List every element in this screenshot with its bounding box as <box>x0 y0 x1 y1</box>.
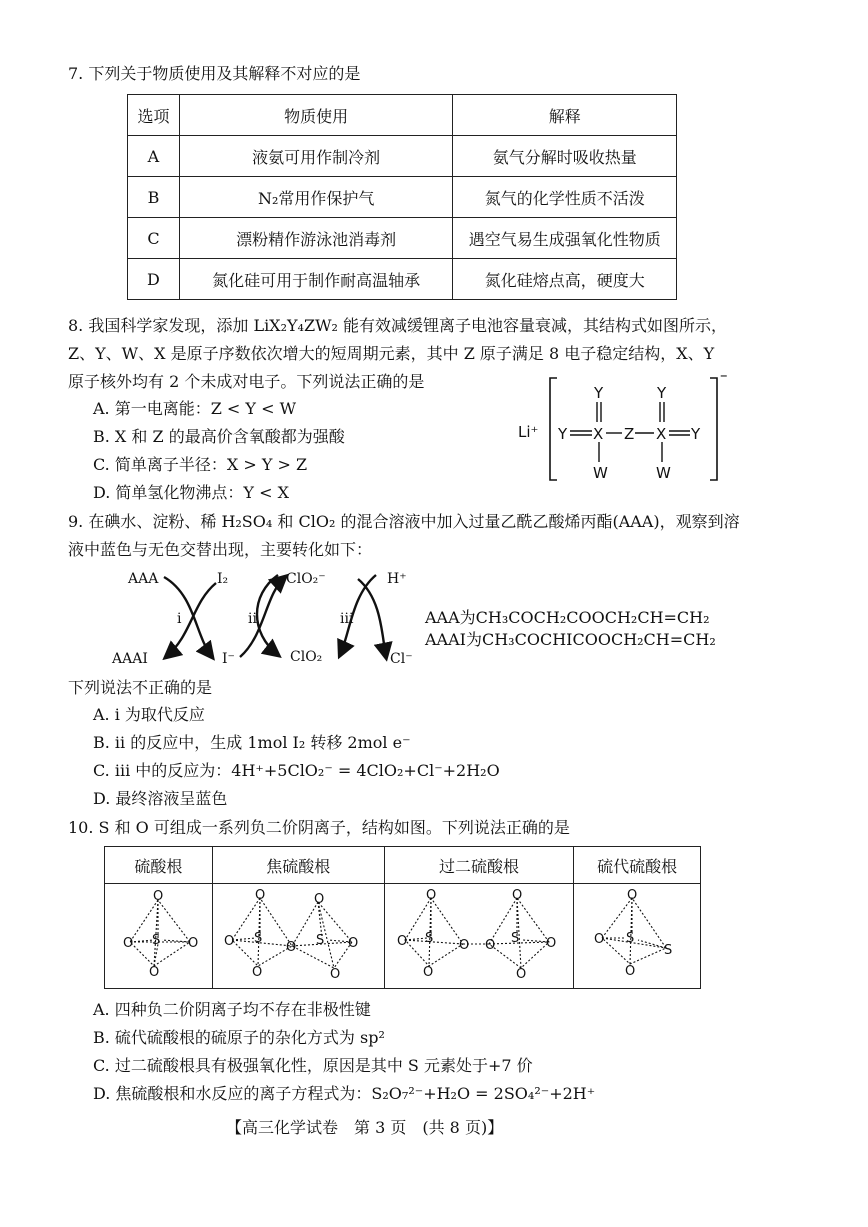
pyrosulfate-structure-cell <box>212 884 384 989</box>
atom-o: O <box>625 964 636 979</box>
atom-o: O <box>348 936 359 951</box>
q9-stem-line-2: 液中蓝色与无色交替出现，主要转化如下： <box>68 540 373 559</box>
atom-y-right: Y <box>691 425 701 443</box>
table-row <box>128 177 677 218</box>
peroxodisulfate-structure <box>389 886 569 982</box>
q9-option-a: A. i 为取代反应 <box>93 705 205 724</box>
atom-y-top-right: Y <box>657 384 667 402</box>
atom-s: S <box>254 931 263 946</box>
peroxodisulfate-structure-cell <box>384 884 574 989</box>
atom-o: O <box>286 940 297 955</box>
atom-o: O <box>627 888 638 903</box>
table-row <box>128 259 677 300</box>
q10-stem: 10. S 和 O 可组成一系列负二价阴离子，结构如图。下列说法正确的是 <box>68 818 570 837</box>
li-ion-label: Li⁺ <box>518 423 539 441</box>
table-cell: A <box>128 136 180 177</box>
q10-option-b: B. 硫代硫酸根的硫原子的杂化方式为 sp² <box>93 1028 385 1047</box>
q10-table <box>104 846 701 989</box>
q9-aaai-definition: AAAI为CH₃COCHICOOCH₂CH=CH₂ <box>425 630 716 649</box>
atom-w-left: W <box>593 464 608 482</box>
atom-o: O <box>252 965 263 980</box>
table-header-row <box>105 847 701 884</box>
atom-o: O <box>149 965 160 980</box>
table-header-cell: 物质使用 <box>179 95 452 136</box>
atom-o: O <box>255 888 266 903</box>
label-clo2-minus: ClO₂⁻ <box>286 571 326 587</box>
atom-o: O <box>515 967 527 982</box>
table-header-cell: 选项 <box>128 95 180 136</box>
atom-o: O <box>594 932 605 947</box>
atom-o: O <box>422 965 434 980</box>
thiosulfate-structure-cell <box>574 884 701 989</box>
table-cell: 氨气分解时吸收热量 <box>453 136 677 177</box>
atom-o: O <box>188 936 199 951</box>
label-i-minus: I⁻ <box>222 651 235 667</box>
atom-o: O <box>484 938 496 953</box>
atom-o: O <box>123 936 134 951</box>
atom-o: O <box>224 934 235 949</box>
atom-o: O <box>396 934 408 949</box>
q7-stem: 7. 下列关于物质使用及其解释不对应的是 <box>68 64 361 83</box>
q9-conversion-diagram <box>100 565 430 675</box>
table-header-cell: 过二硫酸根 <box>384 847 574 884</box>
table-header-cell: 硫酸根 <box>105 847 213 884</box>
table-cell: 漂粉精作游泳池消毒剂 <box>179 218 452 259</box>
table-cell: 液氨可用作制冷剂 <box>179 136 452 177</box>
atom-s-central: S <box>626 931 635 946</box>
atom-o: O <box>425 888 437 903</box>
sulfate-structure-cell <box>105 884 213 989</box>
table-cell: 遇空气易生成强氧化性物质 <box>453 218 677 259</box>
table-header-row <box>128 95 677 136</box>
atom-z: Z <box>624 425 635 443</box>
label-cl-minus: Cl⁻ <box>390 651 413 667</box>
atom-w-right: W <box>656 464 671 482</box>
table-row <box>128 136 677 177</box>
label-h-plus: H⁺ <box>387 571 407 587</box>
q10-option-a: A. 四种负二价阴离子均不存在非极性键 <box>93 1000 371 1019</box>
q8-option-a: A. 第一电离能：Z < Y < W <box>93 399 297 418</box>
atom-x-right: X <box>656 425 667 443</box>
q9-option-c: C. iii 中的反应为：4H⁺+5ClO₂⁻ = 4ClO₂+Cl⁻+2H₂O <box>93 761 500 780</box>
label-step-i: i <box>177 611 182 627</box>
table-header-cell: 硫代硫酸根 <box>574 847 701 884</box>
q7-table <box>127 94 677 300</box>
label-aaai: AAAI <box>112 651 148 667</box>
label-aaa: AAA <box>128 571 159 587</box>
sulfate-structure <box>108 886 208 982</box>
atom-y-top-left: Y <box>594 384 604 402</box>
atom-s: S <box>424 931 434 946</box>
table-cell: C <box>128 218 180 259</box>
atom-o: O <box>330 967 341 982</box>
atom-o: O <box>511 888 523 903</box>
label-clo2: ClO₂ <box>290 649 323 665</box>
q8-structure-diagram <box>510 370 740 490</box>
atom-s: S <box>152 933 161 948</box>
q9-aaa-definition: AAA为CH₃COCH₂COOCH₂CH=CH₂ <box>425 608 710 627</box>
q8-option-d: D. 简单氢化物沸点：Y < X <box>93 483 289 502</box>
q8-stem-line-1: 8. 我国科学家发现，添加 LiX₂Y₄ZW₂ 能有效减缓锂离子电池容量衰减，其结构式如图所示， <box>68 316 728 335</box>
q9-option-b: B. ii 的反应中，生成 1mol I₂ 转移 2mol e⁻ <box>93 733 411 752</box>
atom-o: O <box>458 938 470 953</box>
pyrosulfate-structure <box>218 886 378 982</box>
table-cell: 氮化硅熔点高，硬度大 <box>453 259 677 300</box>
atom-s: S <box>510 931 520 946</box>
q8-stem-line-2: Z、Y、W、X 是原子序数依次增大的短周期元素，其中 Z 原子满足 8 电子稳定结构，X、Y <box>68 344 715 363</box>
table-cell: N₂常用作保护气 <box>179 177 452 218</box>
q8-stem-line-3: 原子核外均有 2 个未成对电子。下列说法正确的是 <box>68 372 425 391</box>
atom-s-terminal: S <box>664 943 673 958</box>
label-step-iii: iii <box>340 611 354 627</box>
atom-o: O <box>153 889 164 904</box>
q8-option-b: B. X 和 Z 的最高价含氧酸都为强酸 <box>93 427 345 446</box>
label-i2: I₂ <box>217 571 229 587</box>
q9-ask: 下列说法不正确的是 <box>68 678 213 697</box>
table-row <box>128 218 677 259</box>
atom-s: S <box>316 933 325 948</box>
table-header-cell: 焦硫酸根 <box>212 847 384 884</box>
thiosulfate-structure <box>582 886 692 982</box>
q10-option-d: D. 焦硫酸根和水反应的离子方程式为：S₂O₇²⁻+H₂O = 2SO₄²⁻+2H⁺ <box>93 1084 596 1103</box>
atom-o: O <box>545 936 557 951</box>
table-cell: B <box>128 177 180 218</box>
table-row <box>105 884 701 989</box>
table-cell: 氮化硅可用于制作耐高温轴承 <box>179 259 452 300</box>
atom-x-left: X <box>593 425 604 443</box>
charge-label: – <box>720 370 728 384</box>
q8-option-c: C. 简单离子半径：X > Y > Z <box>93 455 308 474</box>
atom-o: O <box>314 892 325 907</box>
label-step-ii: ii <box>248 611 257 627</box>
page-footer: 【高三化学试卷 第 3 页 (共 8 页)】 <box>226 1118 504 1137</box>
table-cell: 氮气的化学性质不活泼 <box>453 177 677 218</box>
atom-y-left: Y <box>558 425 568 443</box>
table-header-cell: 解释 <box>453 95 677 136</box>
q10-option-c: C. 过二硫酸根具有极强氧化性，原因是其中 S 元素处于+7 价 <box>93 1056 533 1075</box>
q9-option-d: D. 最终溶液呈蓝色 <box>93 789 228 808</box>
table-cell: D <box>128 259 180 300</box>
q9-stem-line-1: 9. 在碘水、淀粉、稀 H₂SO₄ 和 ClO₂ 的混合溶液中加入过量乙酰乙酸烯丙酯(AAA)，观察到溶 <box>68 512 740 531</box>
